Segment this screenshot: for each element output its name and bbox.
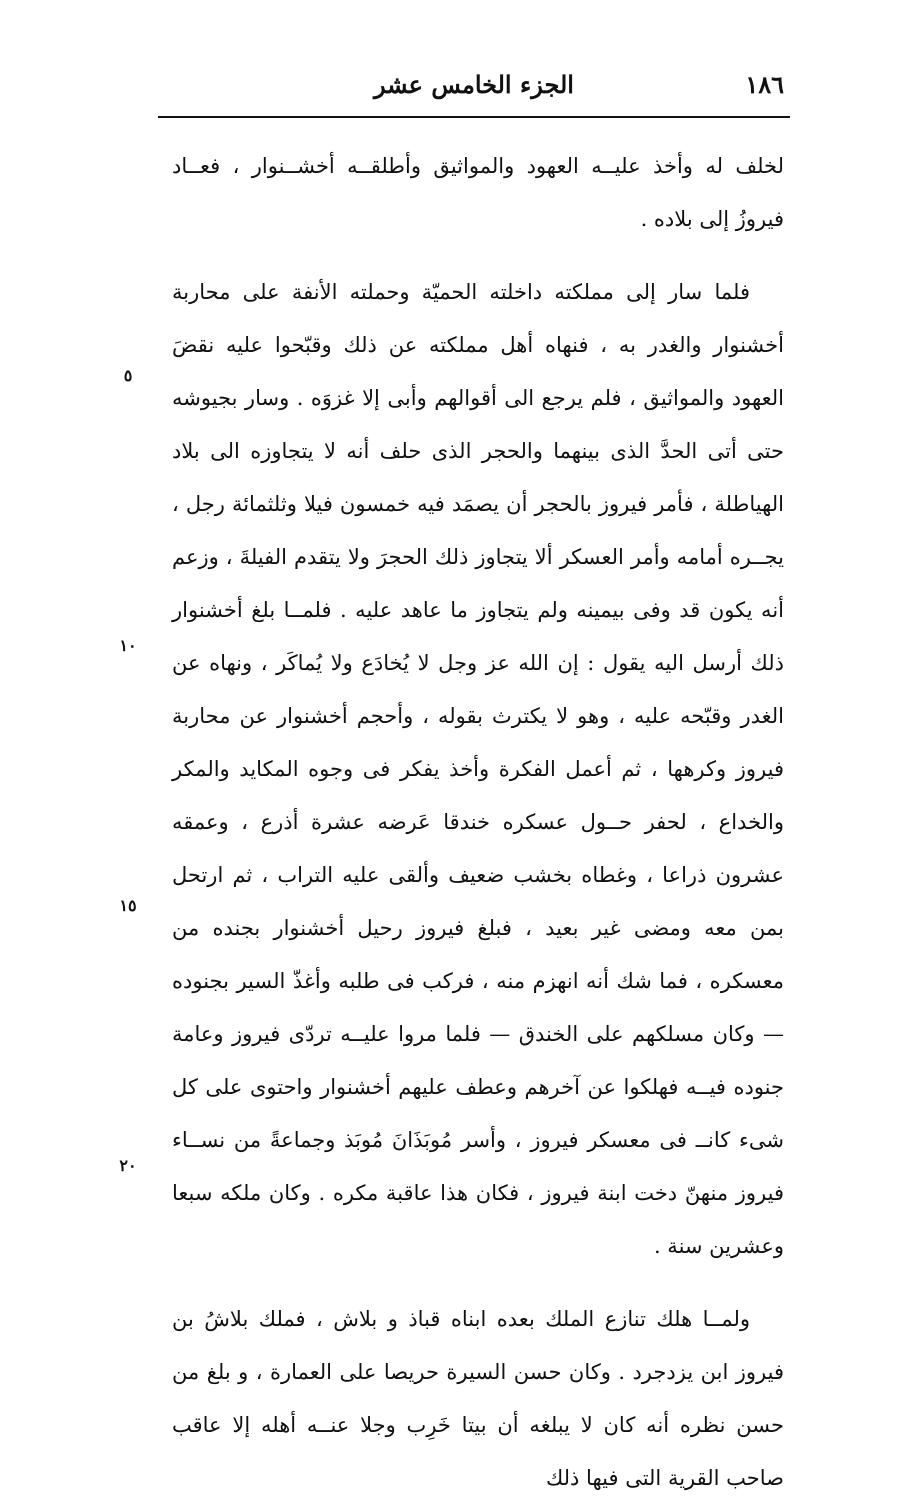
running-title: الجزء الخامس عشر <box>374 70 574 99</box>
body-text <box>172 140 784 1505</box>
header-rule <box>158 116 790 118</box>
line-number-marker: ٥ <box>123 366 133 385</box>
paragraph: فلما سار إلى مملكته داخلته الحميّة وحملته الأنفة على محاربة أخشنوار والغدر به ، فنهاه أهل مملكته عن ذلك وقبّحوا عليه نقضَ العهود والمواثيق ، فلم يرجع الى أقوالهم وأبى إلا غزوَه . وسار بجيوشه حتى أتى الحدَّ الذى بينهما والحجر الذى حلف أنه لا يتجاوزه الى بلاد الهياطلة ، فأمر فيروز بالحجر أن يصمَد فيه خمسون فيلا وثلثمائة رجل ، يجــره أمامه وأمر العسكر ألا يتجاوز ذلك الحجرَ ولا يتقدم الفيلةَ ، وزعم أنه يكون قد وفى بيمينه ولم يتجاوز ما عاهد عليه . فلمــا بلغ أخشنوار ذلك أرسل اليه يقول : إن الله عز وجل لا يُخادَع ولا يُماكَر ، ونهاه عن الغدر وقبّحه عليه ، وهو لا يكترث بقوله ، وأحجم أخشنوار عن محاربة فيروز وكرهها ، ثم أعمل الفكرة وأخذ يفكر فى وجوه المكايد والمكر والخداع ، لحفر حــول عسكره خندقا عَرضه عشرة أذرع ، وعمقه عشرون ذراعا ، وغطاه بخشب ضعيف وألقى عليه التراب ، ثم ارتحل بمن معه ومضى غير بعيد ، فبلغ فيروز رحيل أخشنوار بجنده من معسكره ، فما شك أنه انهزم منه ، فركب فى طلبه وأغذّ السير بجنوده — وكان مسلكهم على الخندق — فلما مروا عليــه تردّى فيروز وعامة جنوده فيــه فهلكوا عن آخرهم وعطف عليهم أخشنوار واحتوى على كل شىء كانــ فى معسكر فيروز ، وأسر مُوبَذَانَ مُوبَذ وجماعةً من نســاء فيروز منهنّ دخت ابنة فيروز ، فكان هذا عاقبة مكره . وكان ملكه سبعا وعشرين سنة . <box>172 280 784 1258</box>
paragraph: ولمــا هلك تنازع الملك بعده ابناه قباذ و بلاش ، فملك بلاشُ بن فيروز ابن يزدجرد . وكان حسن السيرة حريصا على العمارة ، و بلغ من حسن نظره أنه كان لا يبلغه أن بيتا خَرِب وجلا عنــه أهله إلا عاقب صاحب القرية التى فيها ذلك <box>172 1307 784 1490</box>
page-number: ١٨٦ <box>745 70 784 99</box>
line-number-marker: ١٥ <box>119 896 137 915</box>
paragraph: لخلف له وأخذ عليــه العهود والمواثيق وأطلقــه أخشــنوار ، فعــاد فيروزُ إلى بلاده . <box>172 154 784 231</box>
line-number-marker: ١٠ <box>119 636 137 655</box>
line-number-marker: ٢٠ <box>119 1156 137 1175</box>
page-header <box>160 64 788 116</box>
